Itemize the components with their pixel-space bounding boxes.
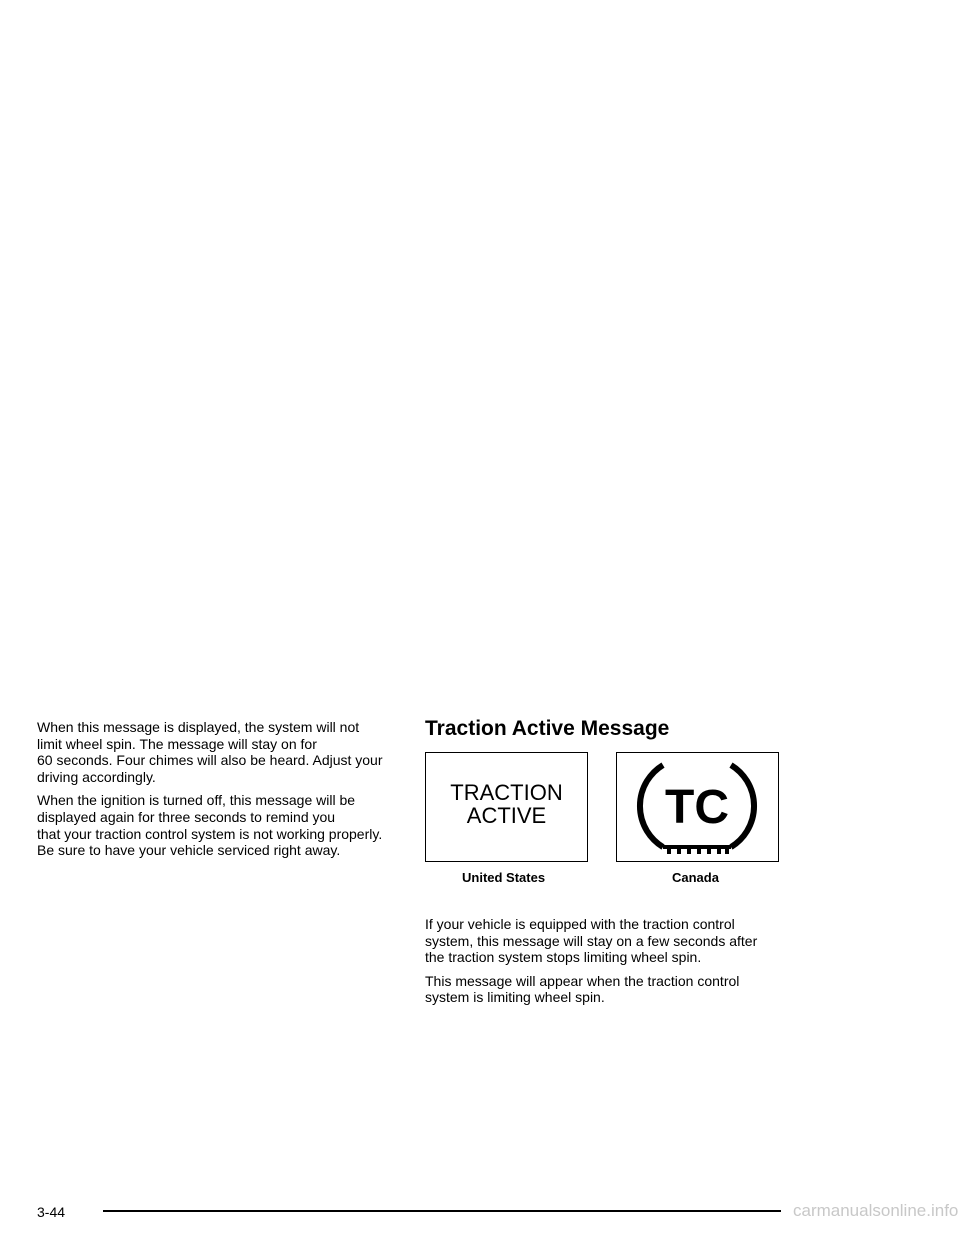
canada-symbol-display: [616, 752, 779, 862]
text-line: Be sure to have your vehicle serviced right away.: [37, 842, 341, 859]
us-message-line: TRACTION: [450, 780, 563, 805]
text-line: that your traction control system is not working properly.: [37, 825, 383, 842]
text-line: 60 seconds. Four chimes will also be heard. Adjust your: [37, 752, 383, 769]
text-line: When the ignition is turned off, this message will be: [37, 792, 356, 809]
text-line: system, this message will stay on a few seconds after: [425, 932, 758, 949]
right-paragraph-2: [425, 973, 785, 1006]
tc-right-arc: [731, 765, 754, 847]
text-line: system is limiting wheel spin.: [425, 989, 605, 1006]
text-line: If your vehicle is equipped with the traction control: [425, 916, 735, 932]
message-figures: [425, 752, 785, 908]
us-message-text: [426, 781, 587, 827]
right-paragraphs: [425, 916, 785, 1006]
left-paragraph-2: [37, 792, 397, 858]
footer-divider: [103, 1210, 781, 1212]
us-message-line: ACTIVE: [466, 803, 547, 828]
tc-tread-marks: [669, 847, 727, 854]
us-caption: United States: [462, 870, 546, 885]
us-message-display: [425, 752, 588, 862]
text-line: driving accordingly.: [37, 768, 156, 785]
section-heading: Traction Active Message: [425, 717, 670, 740]
traction-control-tc-icon: [617, 753, 777, 860]
text-line: When this message is displayed, the system will not: [37, 719, 360, 735]
text-line: limit wheel spin. The message will stay on for: [37, 735, 317, 752]
page-number: 3-44: [37, 1204, 66, 1220]
right-paragraph-1: [425, 916, 785, 966]
right-column: [425, 716, 785, 1013]
tc-left-arc: [640, 765, 663, 847]
tc-symbol-text: TC: [665, 781, 729, 834]
text-line: This message will appear when the traction control: [425, 972, 740, 989]
watermark: carmanualsonline.info: [793, 1201, 959, 1220]
text-line: the traction system stops limiting wheel spin.: [425, 949, 702, 966]
left-paragraph-1: [37, 719, 397, 785]
canada-caption: Canada: [672, 870, 719, 885]
text-line: displayed again for three seconds to remind you: [37, 808, 336, 825]
left-column: [37, 719, 397, 866]
